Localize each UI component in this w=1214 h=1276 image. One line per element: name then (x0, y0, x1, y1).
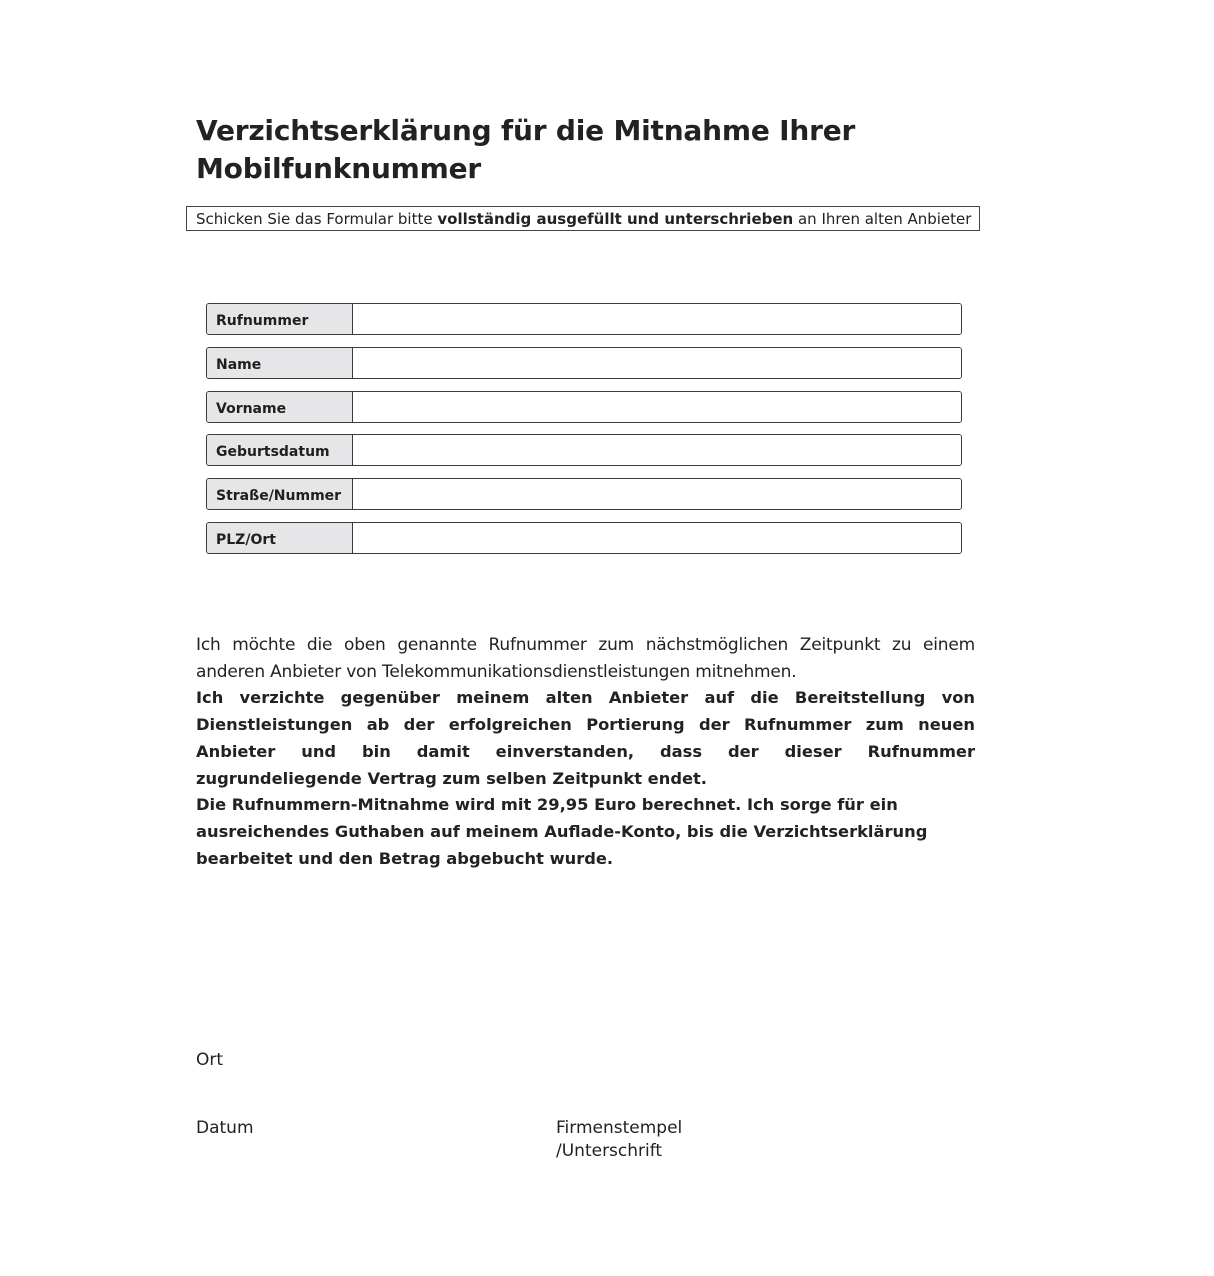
plz-ort-input[interactable] (353, 523, 961, 553)
intro-paragraph: Ich möchte die oben genannte Rufnummer zum nächstmöglichen Zeitpunkt zu einem anderen Anbieter von Telekommunikationsdienstleistungen mitnehmen. (196, 635, 975, 682)
field-row-strasse-nummer (206, 478, 962, 510)
instruction-text-start: Schicken Sie das Formular bitte (196, 210, 438, 228)
stamp-label-line2: /Unterschrift (556, 1141, 663, 1161)
field-label-geburtsdatum: Geburtsdatum (207, 435, 353, 465)
field-row-geburtsdatum (206, 434, 962, 466)
page-title: Verzichtserklärung für die Mitnahme Ihrer Mobilfunknummer (196, 114, 856, 185)
date-label: Datum (196, 1118, 254, 1138)
stamp-label-line1: Firmenstempel (556, 1118, 683, 1138)
instruction-text-end: an Ihren alten Anbieter (793, 210, 972, 228)
strasse-nummer-input[interactable] (353, 479, 961, 509)
fee-paragraph: Die Rufnummern-Mitnahme wird mit 29,95 Euro berechnet. Ich sorge für ein ausreichendes Guthaben auf meinem Auflade-Konto, bis die Verzichtserklärung bearbeitet und den Betrag abgebucht wurde. (196, 795, 928, 868)
field-label-strasse-nummer: Straße/Nummer (207, 479, 353, 509)
waiver-paragraph: Ich verzichte gegenüber meinem alten Anbieter auf die Bereitstellung von Dienstleistungen ab der erfolgreichen Portierung der Rufnummer zum neuen Anbieter und bin damit einverstanden, dass der dieser Rufnummer zugrundeliegende Vertrag zum selben Zeitpunkt endet. (196, 688, 975, 788)
field-row-vorname (206, 391, 962, 423)
field-label-plz-ort: PLZ/Ort (207, 523, 353, 553)
field-row-name (206, 347, 962, 379)
field-label-vorname: Vorname (207, 392, 353, 422)
instruction-box (186, 206, 980, 231)
field-row-rufnummer (206, 303, 962, 335)
rufnummer-input[interactable] (353, 304, 961, 334)
declaration-text (196, 632, 975, 872)
field-label-name: Name (207, 348, 353, 378)
field-label-rufnummer: Rufnummer (207, 304, 353, 334)
place-label: Ort (196, 1050, 224, 1070)
vorname-input[interactable] (353, 392, 961, 422)
instruction-text-emphasis: vollständig ausgefüllt und unterschrieben (437, 210, 794, 228)
name-input[interactable] (353, 348, 961, 378)
geburtsdatum-input[interactable] (353, 435, 961, 465)
field-row-plz-ort (206, 522, 962, 554)
